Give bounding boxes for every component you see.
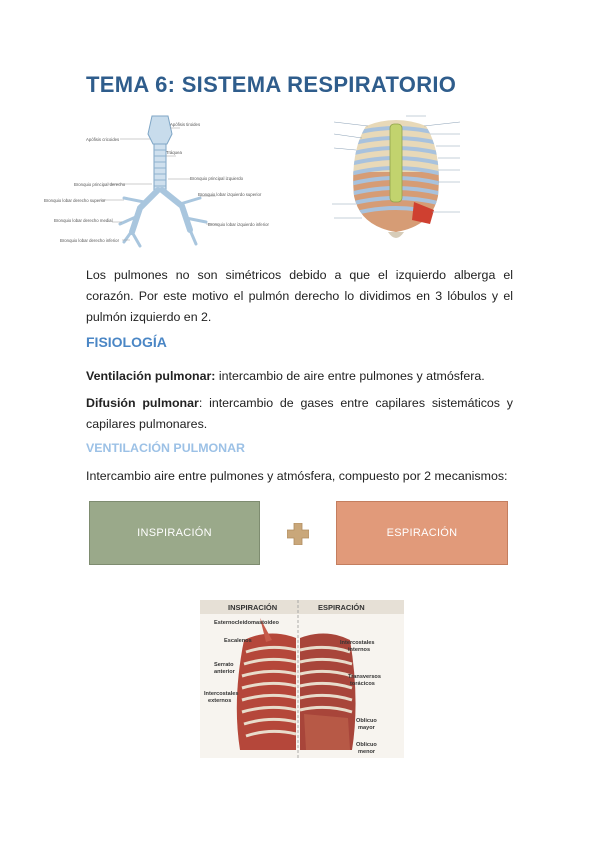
- intro-paragraph: Los pulmones no son simétricos debido a que el izquierdo alberga el corazón. Por este motivo el pulmón derecho lo dividimos en 3 lóbulos y el pulmón izquierdo en 2.: [86, 268, 513, 324]
- label-bronquio-lobar-izquierdo-superior: Bronquio lobar izquierdo superior: [198, 192, 262, 197]
- inspiracion-box: INSPIRACIÓN: [89, 501, 260, 565]
- label-intercostales-internos-1: Intercostales: [340, 640, 375, 646]
- section-heading-fisiologia: FISIOLOGÍA: [86, 334, 167, 350]
- label-traquea: Tráquea: [166, 150, 182, 155]
- label-oblicuo-menor-2: menor: [358, 749, 376, 755]
- label-anterior: anterior: [214, 669, 235, 675]
- muscles-header-espiracion: ESPIRACIÓN: [318, 603, 365, 612]
- ventilacion-definition: [86, 366, 513, 387]
- difusion-term: Difusión pulmonar: [86, 396, 199, 410]
- difusion-text: : intercambio de gases entre capilares sistemáticos y capilares pulmonares.: [86, 396, 513, 431]
- label-bronquio-lobar-izquierdo-inferior: Bronquio lobar izquierdo inferior: [208, 222, 269, 227]
- ventilacion-text: intercambio de aire entre pulmones y atmósfera.: [215, 369, 485, 383]
- label-tiroides: Apófisis tiroides: [170, 122, 201, 127]
- label-intercostales-externos-1: Intercostales: [204, 691, 239, 697]
- label-bronquio-principal-izquierdo: Bronquio principal izquierdo: [190, 176, 244, 181]
- mecanismos-paragraph: Intercambio aire entre pulmones y atmósfera, compuesto por 2 mecanismos:: [86, 469, 508, 483]
- label-cricoides: Apófisis cricoides: [86, 137, 120, 142]
- label-oblicuo-mayor-2: mayor: [358, 725, 375, 731]
- subheading-ventilacion-pulmonar: VENTILACIÓN PULMONAR: [86, 441, 246, 455]
- muscles-header-inspiracion: INSPIRACIÓN: [228, 603, 278, 612]
- label-bronquio-lobar-derecho-inferior: Bronquio lobar derecho inferior: [60, 238, 119, 243]
- label-esternocleidomastoideo: Esternocleidomastoideo: [214, 620, 279, 626]
- label-transversos-1: Transversos: [348, 674, 381, 680]
- difusion-definition: [86, 393, 513, 435]
- label-serrato: Serrato: [214, 662, 234, 668]
- label-bronquio-lobar-derecho-medial: Bronquio lobar derecho medial: [54, 218, 113, 223]
- respiratory-muscles-illustration: [200, 600, 404, 758]
- rib-cage-illustration: [326, 112, 466, 254]
- plus-icon: [287, 523, 309, 545]
- label-intercostales-externos-2: externos: [208, 698, 232, 704]
- label-transversos-2: torácicos: [350, 681, 375, 687]
- label-escalenos: Escalenos: [224, 638, 252, 644]
- trachea-bronchi-illustration: [40, 112, 290, 252]
- label-intercostales-internos-2: internos: [348, 647, 371, 653]
- label-oblicuo-mayor-1: Oblicuo: [356, 718, 377, 724]
- label-bronquio-lobar-derecho-superior: Bronquio lobar derecho superior: [44, 198, 106, 203]
- espiracion-box: ESPIRACIÓN: [336, 501, 508, 565]
- ventilacion-term: Ventilación pulmonar:: [86, 369, 216, 383]
- label-oblicuo-menor-1: Oblicuo: [356, 742, 377, 748]
- page-title: TEMA 6: SISTEMA RESPIRATORIO: [86, 72, 457, 97]
- label-bronquio-principal-derecho: Bronquio principal derecho: [74, 182, 126, 187]
